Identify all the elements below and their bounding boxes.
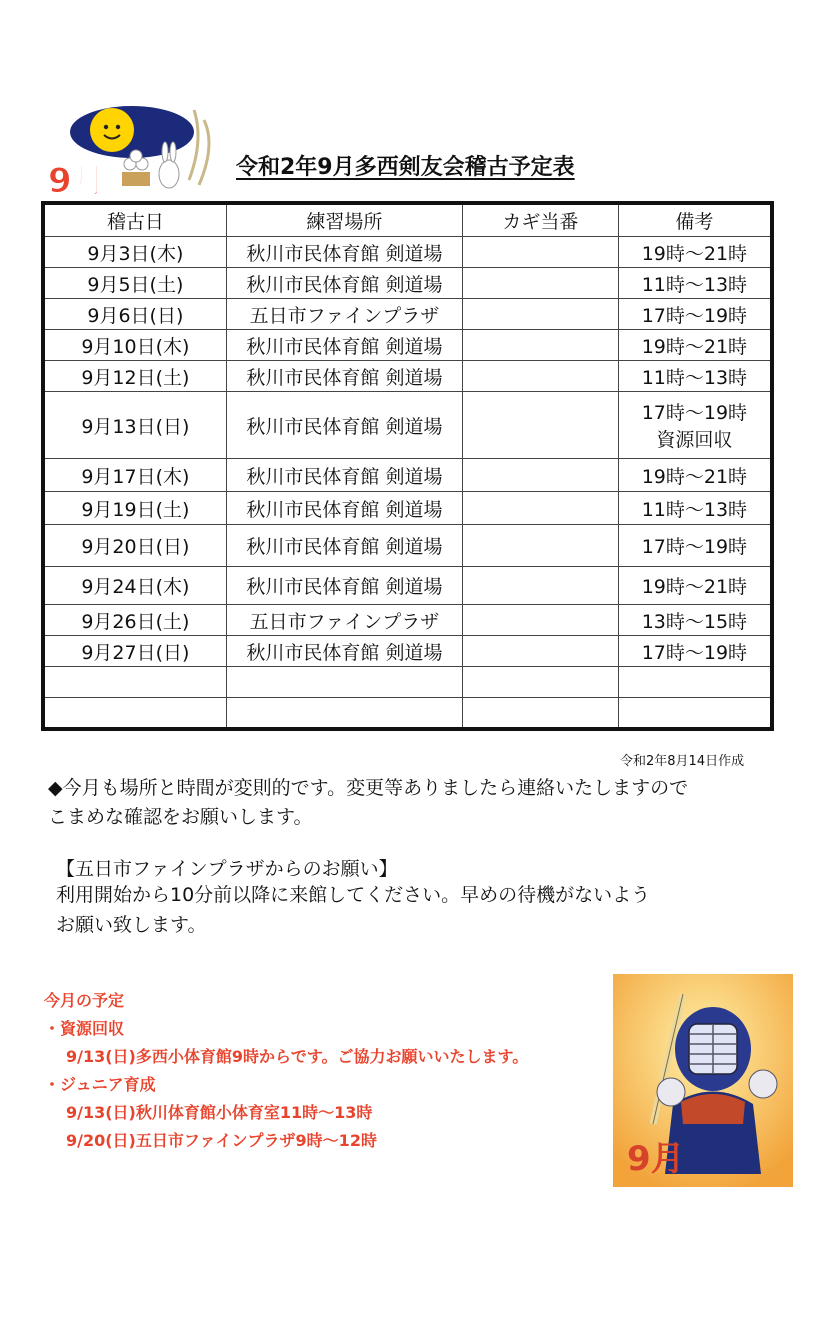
key-duty-cell	[463, 392, 619, 459]
notes-cell	[618, 698, 772, 729]
rabbit-icon	[159, 160, 179, 188]
notes-cell: 17時～19時	[618, 636, 772, 667]
header-key-duty: カギ当番	[463, 203, 619, 237]
place-cell: 秋川市民体育館 剣道場	[226, 361, 462, 392]
place-cell: 秋川市民体育館 剣道場	[226, 237, 462, 268]
place-cell: 秋川市民体育館 剣道場	[226, 392, 462, 459]
place-cell: 五日市ファインプラザ	[226, 605, 462, 636]
monthly-schedule-heading: 今月の予定	[44, 991, 125, 1010]
notes-cell: 19時～21時	[618, 237, 772, 268]
notes-line: 17時～19時	[641, 402, 748, 424]
notes-cell: 17時～19時	[618, 299, 772, 330]
header-place: 練習場所	[226, 203, 462, 237]
request-line: 利用開始から10分前以降に来館してください。早めの待機がないよう	[56, 884, 651, 906]
key-duty-cell	[463, 525, 619, 567]
date-cell: 9月5日(土)	[43, 268, 226, 299]
key-duty-cell	[463, 299, 619, 330]
date-cell	[43, 698, 226, 729]
notice-line: ◆今月も場所と時間が変則的です。変更等ありましたら連絡いたしますので	[48, 777, 689, 799]
table-row	[43, 492, 772, 525]
table-row	[43, 636, 772, 667]
key-duty-cell	[463, 459, 619, 492]
table-row	[43, 698, 772, 729]
monthly-item-junior-detail: 9/20(日)五日市ファインプラザ9時～12時	[66, 1131, 377, 1150]
monthly-item-junior: ・ジュニア育成	[44, 1075, 156, 1094]
key-duty-cell	[463, 636, 619, 667]
date-cell: 9月6日(日)	[43, 299, 226, 330]
date-cell: 9月12日(土)	[43, 361, 226, 392]
created-date: 令和2年8月14日作成	[620, 754, 745, 769]
date-cell: 9月19日(土)	[43, 492, 226, 525]
key-duty-cell	[463, 361, 619, 392]
month-badge: 9月	[48, 161, 106, 200]
schedule-notice	[48, 774, 808, 832]
place-cell: 五日市ファインプラザ	[226, 299, 462, 330]
table-row	[43, 459, 772, 492]
place-cell: 秋川市民体育館 剣道場	[226, 268, 462, 299]
notes-cell: 13時～15時	[618, 605, 772, 636]
table-row	[43, 237, 772, 268]
table-row	[43, 567, 772, 605]
table-header-row	[43, 203, 772, 237]
monthly-item-recycling: ・資源回収	[44, 1019, 125, 1038]
kendo-illustration	[613, 974, 793, 1187]
key-duty-cell	[463, 330, 619, 361]
monthly-item-recycling-detail: 9/13(日)多西小体育館9時からです。ご協力お願いいたします。	[66, 1047, 529, 1066]
notes-cell: 11時～13時	[618, 361, 772, 392]
place-cell: 秋川市民体育館 剣道場	[226, 636, 462, 667]
date-cell: 9月27日(日)	[43, 636, 226, 667]
practice-schedule-table	[41, 201, 774, 731]
table-row	[43, 525, 772, 567]
notes-cell: 19時～21時	[618, 567, 772, 605]
table-row	[43, 667, 772, 698]
date-cell: 9月26日(土)	[43, 605, 226, 636]
table-row	[43, 361, 772, 392]
key-duty-cell	[463, 605, 619, 636]
moon-viewing-illustration	[44, 100, 234, 200]
key-duty-cell	[463, 492, 619, 525]
key-duty-cell	[463, 698, 619, 729]
notes-cell	[618, 667, 772, 698]
date-cell: 9月24日(木)	[43, 567, 226, 605]
fineplaza-request-body	[56, 880, 776, 940]
date-cell: 9月13日(日)	[43, 392, 226, 459]
date-cell	[43, 667, 226, 698]
date-cell: 9月10日(木)	[43, 330, 226, 361]
pampas-grass-icon	[189, 110, 198, 180]
header-date: 稽古日	[43, 203, 226, 237]
notes-cell: 19時～21時	[618, 330, 772, 361]
key-duty-cell	[463, 237, 619, 268]
notes-line: 資源回収	[656, 429, 733, 451]
place-cell: 秋川市民体育館 剣道場	[226, 459, 462, 492]
date-cell: 9月17日(木)	[43, 459, 226, 492]
dango-stand-icon	[122, 172, 150, 186]
place-cell: 秋川市民体育館 剣道場	[226, 492, 462, 525]
place-cell: 秋川市民体育館 剣道場	[226, 525, 462, 567]
key-duty-cell	[463, 268, 619, 299]
table-row	[43, 392, 772, 459]
place-cell: 秋川市民体育館 剣道場	[226, 567, 462, 605]
request-line: お願い致します。	[56, 914, 207, 936]
notes-cell: 11時～13時	[618, 492, 772, 525]
place-cell	[226, 667, 462, 698]
place-cell	[226, 698, 462, 729]
date-cell: 9月3日(木)	[43, 237, 226, 268]
notes-cell: 19時～21時	[618, 459, 772, 492]
notes-cell	[618, 392, 772, 459]
table-row	[43, 605, 772, 636]
kendo-month-label: 9月	[627, 1139, 685, 1179]
notice-line: こまめな確認をお願いします。	[48, 806, 313, 828]
table-row	[43, 268, 772, 299]
header-notes: 備考	[618, 203, 772, 237]
notes-cell: 11時～13時	[618, 268, 772, 299]
notes-cell: 17時～19時	[618, 525, 772, 567]
table-row	[43, 299, 772, 330]
table-row	[43, 330, 772, 361]
moon-icon	[90, 108, 134, 152]
fineplaza-request-title: 【五日市ファインプラザからのお願い】	[56, 858, 398, 880]
monthly-item-junior-detail: 9/13(日)秋川体育館小体育室11時～13時	[66, 1103, 373, 1122]
key-duty-cell	[463, 567, 619, 605]
page-title: 令和2年9月多西剣友会稽古予定表	[236, 155, 575, 180]
key-duty-cell	[463, 667, 619, 698]
date-cell: 9月20日(日)	[43, 525, 226, 567]
place-cell: 秋川市民体育館 剣道場	[226, 330, 462, 361]
